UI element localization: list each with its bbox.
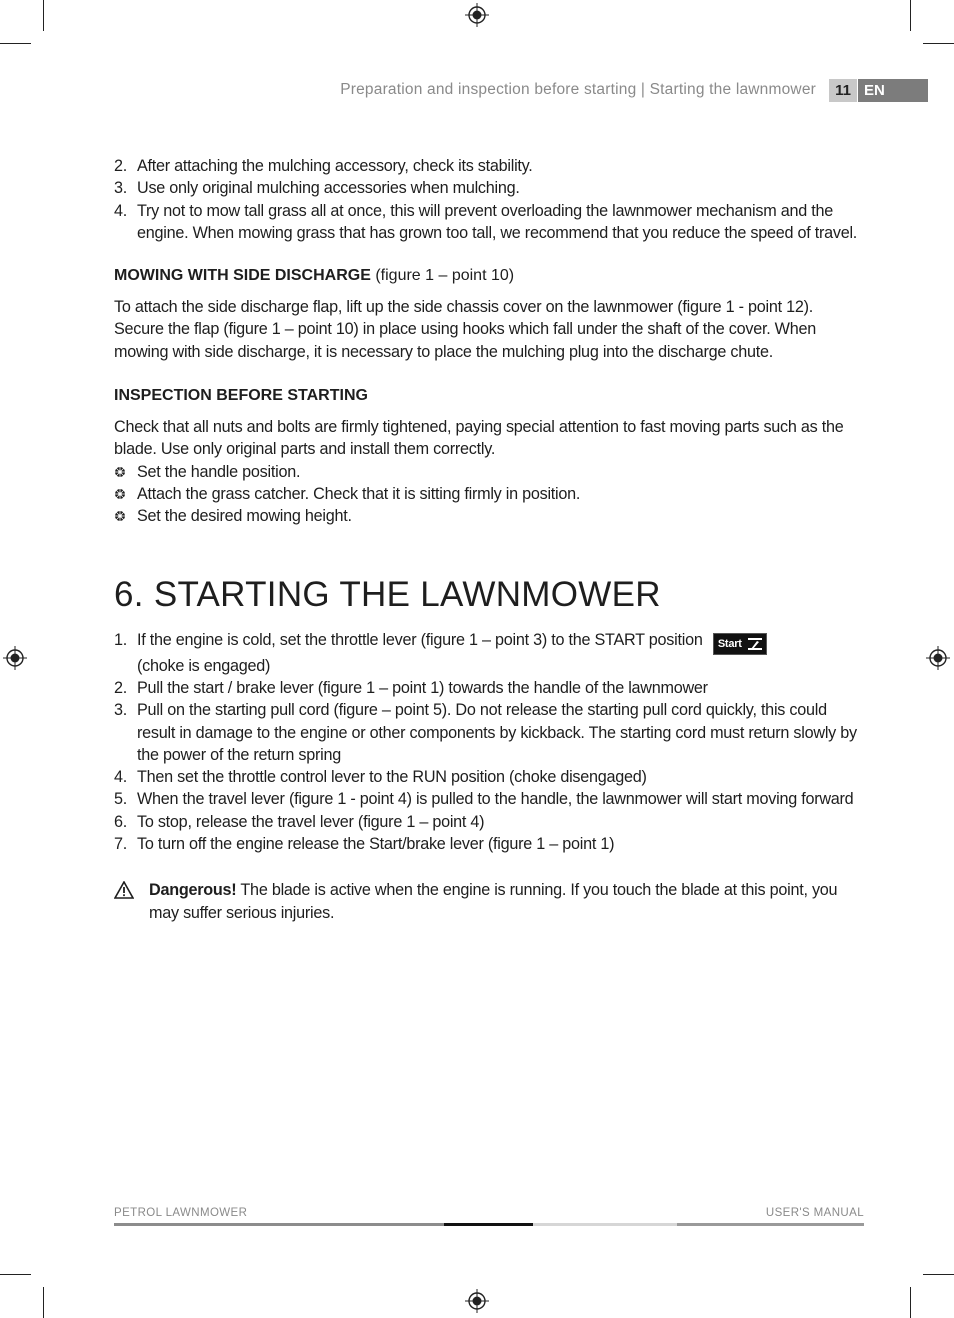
crop-mark bbox=[0, 43, 31, 44]
list-item bbox=[114, 200, 864, 245]
bullet-item bbox=[114, 461, 864, 483]
heading-text: MOWING WITH SIDE DISCHARGE bbox=[114, 267, 371, 285]
list-text: Pull the start / brake lever (figure 1 – point 1) towards the handle of the lawnmower bbox=[137, 679, 708, 697]
list-text: When the travel lever (figure 1 - point 4) is pulled to the handle, the lawnmower will start moving forward bbox=[137, 790, 854, 809]
flower-bullet-icon bbox=[114, 466, 126, 478]
figure-reference: (figure 1 – point 10) bbox=[375, 267, 515, 285]
list-item bbox=[114, 833, 864, 855]
crop-mark bbox=[923, 43, 954, 44]
list-text: Try not to mow tall grass all at once, this will prevent overloading the lawnmower mechanism and the engine. When mowing grass that has grown too tall, we recommend that you reduce the speed of travel. bbox=[137, 201, 858, 242]
list-text: To turn off the engine release the Start/brake lever (figure 1 – point 1) bbox=[137, 835, 615, 854]
registration-mark-icon bbox=[3, 646, 27, 670]
page-content bbox=[114, 155, 864, 924]
list-text: (choke is engaged) bbox=[137, 656, 271, 675]
list-number: 3. bbox=[114, 701, 128, 720]
section-heading-inspection: INSPECTION BEFORE STARTING bbox=[114, 387, 368, 405]
crop-mark bbox=[43, 1287, 44, 1318]
page-number: 11 bbox=[829, 79, 857, 102]
footer-rule bbox=[533, 1223, 677, 1226]
throttle-lever-icon bbox=[748, 638, 762, 650]
bullet-text: Attach the grass catcher. Check that it is sitting firmly in position. bbox=[137, 484, 581, 503]
list-number: 2. bbox=[114, 157, 128, 175]
list-number: 1. bbox=[114, 630, 128, 649]
list-number: 6. bbox=[114, 812, 128, 831]
list-item bbox=[114, 766, 864, 788]
list-number: 2. bbox=[114, 679, 128, 697]
danger-warning bbox=[114, 879, 864, 924]
list-item bbox=[114, 155, 864, 177]
list-item bbox=[114, 177, 864, 199]
list-number: 3. bbox=[114, 179, 128, 198]
intro-list bbox=[114, 155, 864, 244]
list-item bbox=[114, 699, 864, 766]
bullet-item bbox=[114, 505, 864, 527]
start-label: Start bbox=[717, 637, 742, 650]
crop-mark bbox=[0, 1274, 31, 1275]
list-item bbox=[114, 677, 864, 699]
bullet-text: Set the handle position. bbox=[137, 462, 301, 481]
list-number: 5. bbox=[114, 790, 128, 809]
warning-label: Dangerous! bbox=[149, 881, 237, 900]
chapter-title: 6. STARTING THE LAWNMOWER bbox=[114, 574, 661, 614]
footer-rule bbox=[114, 1223, 444, 1226]
side-discharge-paragraph: To attach the side discharge flap, lift up the side chassis cover on the lawnmower (figure 1 - point 12). Secure the flap (figure 1 – point 10) in place using hooks which fall under the shaft of the cover. When mowing with side discharge, it is necessary to place the mulching plug into the discharge chute. bbox=[114, 298, 816, 361]
section-heading-side-discharge bbox=[114, 265, 864, 287]
list-text: After attaching the mulching accessory, check its stability. bbox=[137, 157, 533, 175]
footer-product-name: PETROL LAWNMOWER bbox=[114, 1207, 248, 1219]
crop-mark bbox=[910, 0, 911, 31]
footer-manual-label: USER'S MANUAL bbox=[765, 1207, 864, 1219]
list-text: Then set the throttle control lever to the RUN position (choke disengaged) bbox=[137, 768, 647, 787]
list-number: 4. bbox=[114, 201, 128, 220]
list-text: If the engine is cold, set the throttle lever (figure 1 – point 3) to the START position bbox=[137, 630, 703, 649]
crop-mark bbox=[43, 0, 44, 31]
footer-rule bbox=[444, 1223, 533, 1226]
warning-text: The blade is active when the engine is running. If you touch the blade at this point, you may suffer serious injuries. bbox=[149, 881, 838, 922]
flower-bullet-icon bbox=[114, 488, 126, 500]
flower-bullet-icon bbox=[114, 510, 126, 522]
list-number: 4. bbox=[114, 768, 128, 787]
list-text: To stop, release the travel lever (figure 1 – point 4) bbox=[137, 812, 485, 831]
registration-mark-icon bbox=[926, 646, 950, 670]
list-item bbox=[114, 629, 864, 677]
registration-mark-icon bbox=[465, 3, 489, 27]
starting-steps-list bbox=[114, 629, 864, 856]
list-text: Use only original mulching accessories when mulching. bbox=[137, 179, 520, 198]
list-item bbox=[114, 788, 864, 810]
footer-rule bbox=[677, 1223, 864, 1226]
crop-mark bbox=[923, 1274, 954, 1275]
crop-mark bbox=[910, 1287, 911, 1318]
inspection-paragraph: Check that all nuts and bolts are firmly tightened, paying special attention to fast moving parts such as the blade. Use only original parts and install them correctly. bbox=[114, 418, 844, 459]
start-position-symbol bbox=[713, 633, 767, 655]
running-header: Preparation and inspection before starting | Starting the lawnmower bbox=[340, 81, 816, 98]
inspection-bullets bbox=[114, 461, 864, 528]
list-item bbox=[114, 811, 864, 833]
warning-triangle-icon bbox=[114, 881, 134, 899]
bullet-item bbox=[114, 483, 864, 505]
registration-mark-icon bbox=[465, 1289, 489, 1313]
language-badge: EN bbox=[858, 79, 928, 102]
list-text: Pull on the starting pull cord (figure – point 5). Do not release the starting pull cord quickly, this could result in damage to the engine or other components by kickback. The starting cord must return slowly by the power of the return spring bbox=[137, 701, 857, 764]
list-number: 7. bbox=[114, 835, 128, 854]
bullet-text: Set the desired mowing height. bbox=[137, 507, 352, 526]
